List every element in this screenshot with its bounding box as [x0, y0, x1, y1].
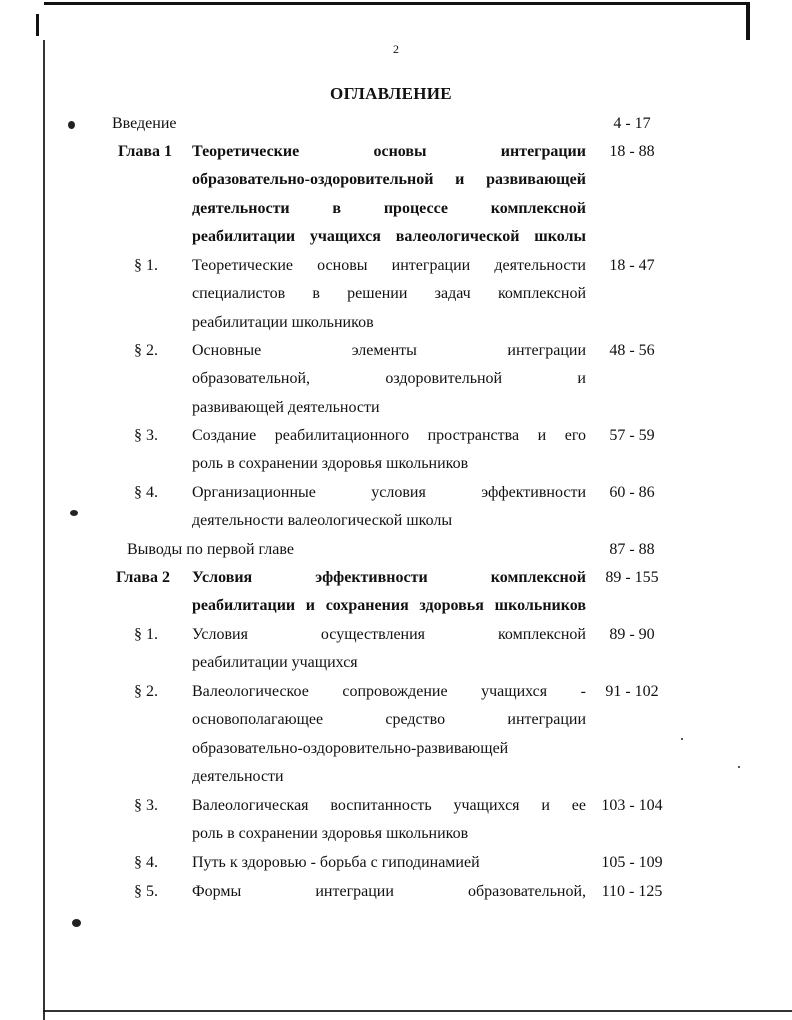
- page-number: 2: [393, 42, 399, 56]
- section-pages: 57 - 59: [609, 427, 655, 444]
- intro-label: Введение: [112, 115, 177, 132]
- section-pages: 110 - 125: [601, 883, 663, 900]
- chapter-2-label: Глава 2: [116, 569, 170, 586]
- conclusions-label: Выводы по первой главе: [127, 541, 294, 558]
- section-title: Теоретические основы интеграции деятельности специалистов в решении задач комплексной реабилитации школьников: [192, 257, 586, 331]
- section-label: § 2.: [134, 683, 158, 700]
- section-title: Формы интеграции образовательной,: [192, 883, 586, 900]
- section-label: § 2.: [134, 342, 158, 359]
- section-title: Валеологическая воспитанность учащихся и ее роль в сохранении здоровья школьников: [192, 797, 586, 843]
- section-label: § 1.: [134, 626, 158, 643]
- conclusions-pages: 87 - 88: [609, 541, 655, 558]
- section-label: § 4.: [134, 484, 158, 501]
- section-label: § 3.: [134, 797, 158, 814]
- chapter-1-title: Теоретические основы интеграции образовательно-оздоровительной и развивающей деятельности в процессе комплексной реабилитации учащихся валеологической школы: [192, 143, 586, 246]
- section-pages: 91 - 102: [605, 683, 659, 700]
- section-label: § 5.: [134, 883, 158, 900]
- section-pages: 89 - 90: [609, 626, 655, 643]
- section-pages: 105 - 109: [601, 854, 663, 871]
- section-label: § 4.: [134, 854, 158, 871]
- page-title: ОГЛАВЛЕНИЕ: [330, 84, 452, 103]
- section-pages: 60 - 86: [609, 484, 655, 501]
- section-title: Валеологическое сопровождение учащихся - основополагающее средство интеграции образовательно-оздоровительно-развивающей деятельности: [192, 683, 586, 786]
- section-title: Организационные условия эффективности деятельности валеологической школы: [192, 484, 586, 530]
- chapter-2-pages: 89 - 155: [605, 569, 659, 586]
- section-title: Путь к здоровью - борьба с гиподинамией: [192, 854, 480, 871]
- section-pages: 103 - 104: [601, 797, 663, 814]
- intro-pages: 4 - 17: [613, 115, 651, 132]
- chapter-1-pages: 18 - 88: [609, 143, 655, 160]
- section-title: Создание реабилитационного пространства и его роль в сохранении здоровья школьников: [192, 427, 586, 473]
- chapter-2-title: Условия эффективности комплексной реабилитации и сохранения здоровья школьников: [192, 569, 586, 615]
- section-title: Условия осуществления комплексной реабилитации учащихся: [192, 626, 586, 672]
- chapter-1-label: Глава 1: [118, 143, 172, 160]
- section-label: § 3.: [134, 427, 158, 444]
- section-pages: 18 - 47: [609, 257, 655, 274]
- section-label: § 1.: [134, 257, 158, 274]
- section-title: Основные элементы интеграции образовательной, оздоровительной и развивающей деятельности: [192, 342, 586, 416]
- section-pages: 48 - 56: [609, 342, 655, 359]
